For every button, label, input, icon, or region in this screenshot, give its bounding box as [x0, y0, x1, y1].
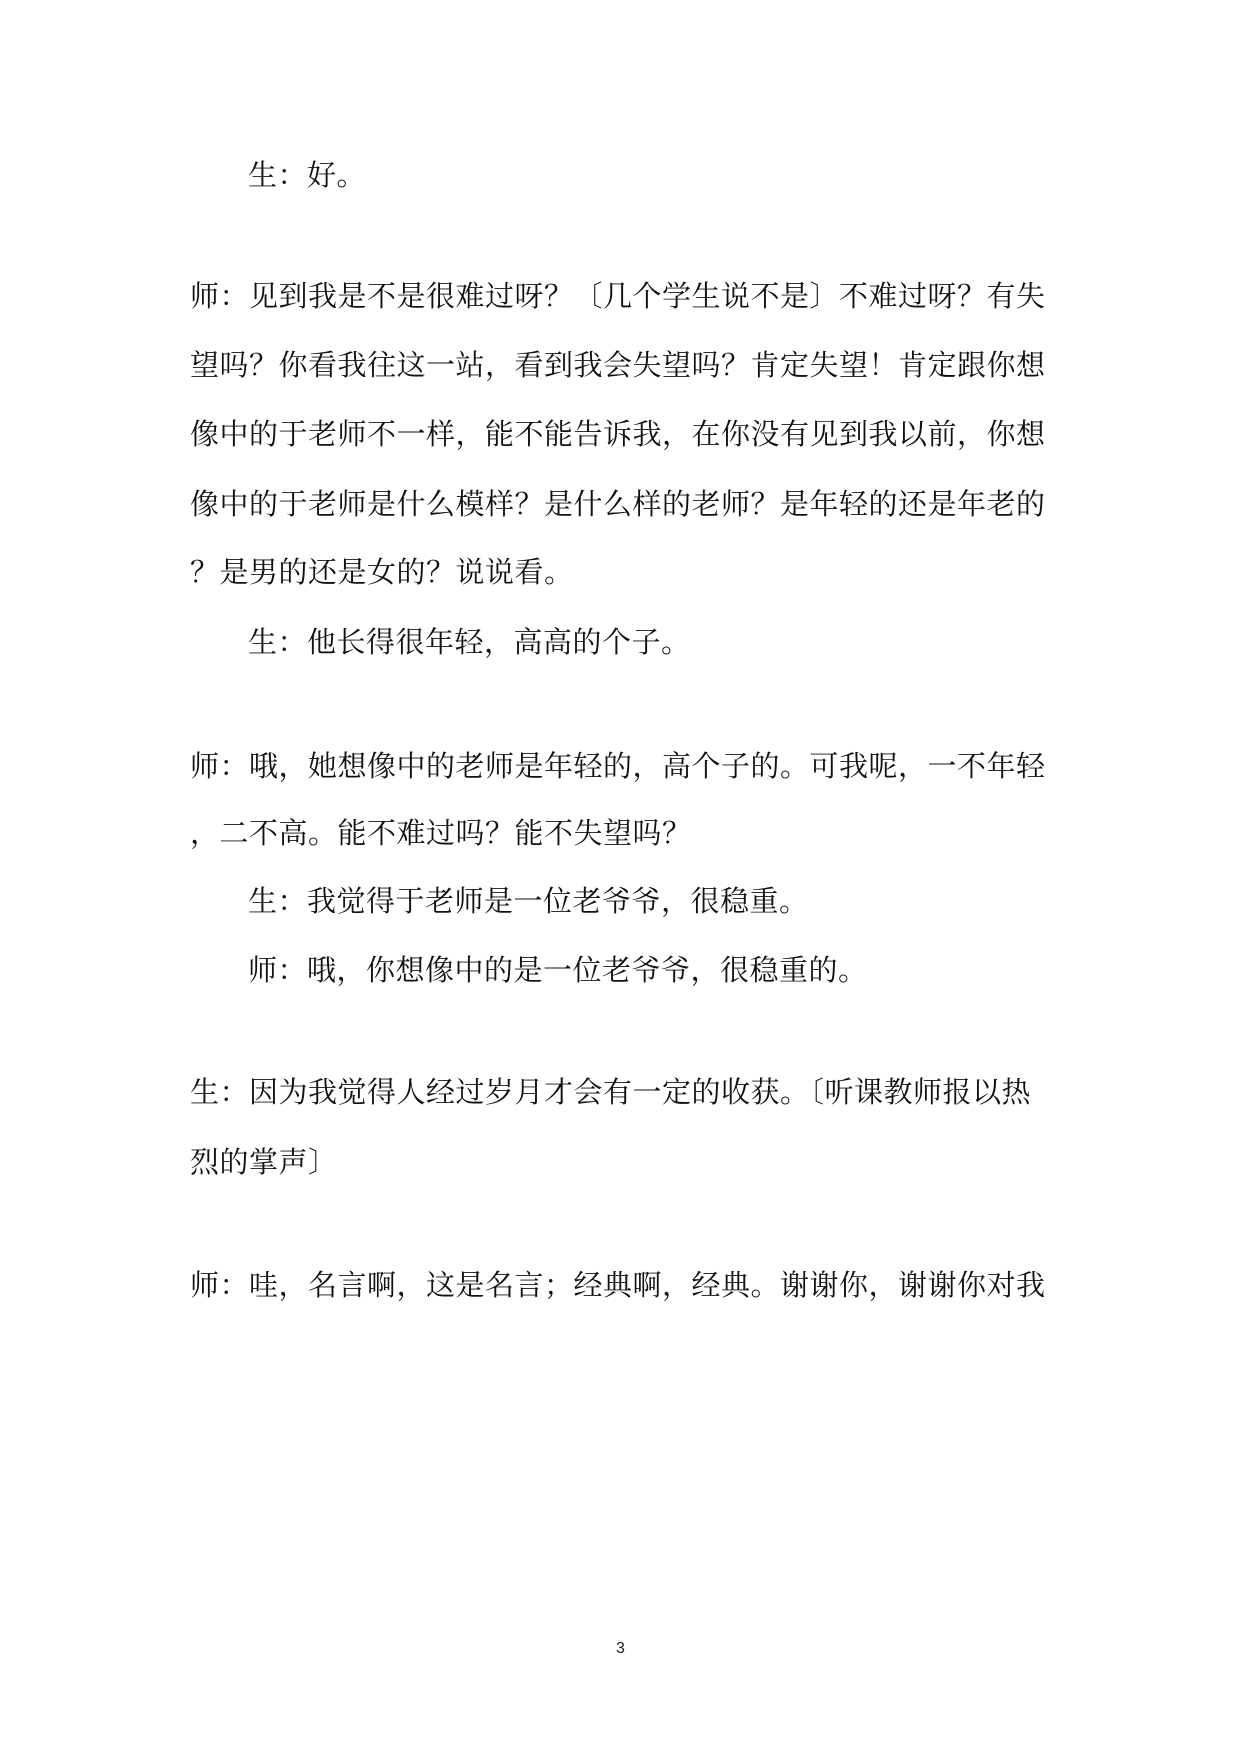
text-line: 生：因为我觉得人经过岁月才会有一定的收获。〔听课教师报以热 — [190, 1075, 1032, 1109]
text-line: ，二不高。能不难过吗？能不失望吗？ — [190, 816, 692, 850]
text-line: 生：好。 — [248, 158, 367, 192]
page-number: 3 — [616, 1640, 625, 1657]
text-line: 生：他长得很年轻，高高的个子。 — [248, 625, 691, 659]
text-line: 望吗？你看我往这一站，看到我会失望吗？肯定失望！肯定跟你想 — [190, 348, 1046, 382]
text-line: 师：见到我是不是很难过呀？〔几个学生说不是〕不难过呀？有失 — [190, 279, 1046, 313]
text-line: 师：哇，名言啊，这是名言；经典啊，经典。谢谢你，谢谢你对我 — [190, 1268, 1046, 1302]
text-line: 师：哦，她想像中的老师是年轻的，高个子的。可我呢，一不年轻 — [190, 749, 1046, 783]
text-line: ？是男的还是女的？说说看。 — [190, 555, 574, 589]
text-line: 像中的于老师不一样，能不能告诉我，在你没有见到我以前，你想 — [190, 417, 1046, 451]
text-line: 烈的掌声〕 — [190, 1145, 338, 1179]
text-line: 师：哦，你想像中的是一位老爷爷，很稳重的。 — [248, 953, 868, 987]
text-line: 生：我觉得于老师是一位老爷爷，很稳重。 — [248, 884, 809, 918]
text-line: 像中的于老师是什么模样？是什么样的老师？是年轻的还是年老的 — [190, 487, 1046, 521]
